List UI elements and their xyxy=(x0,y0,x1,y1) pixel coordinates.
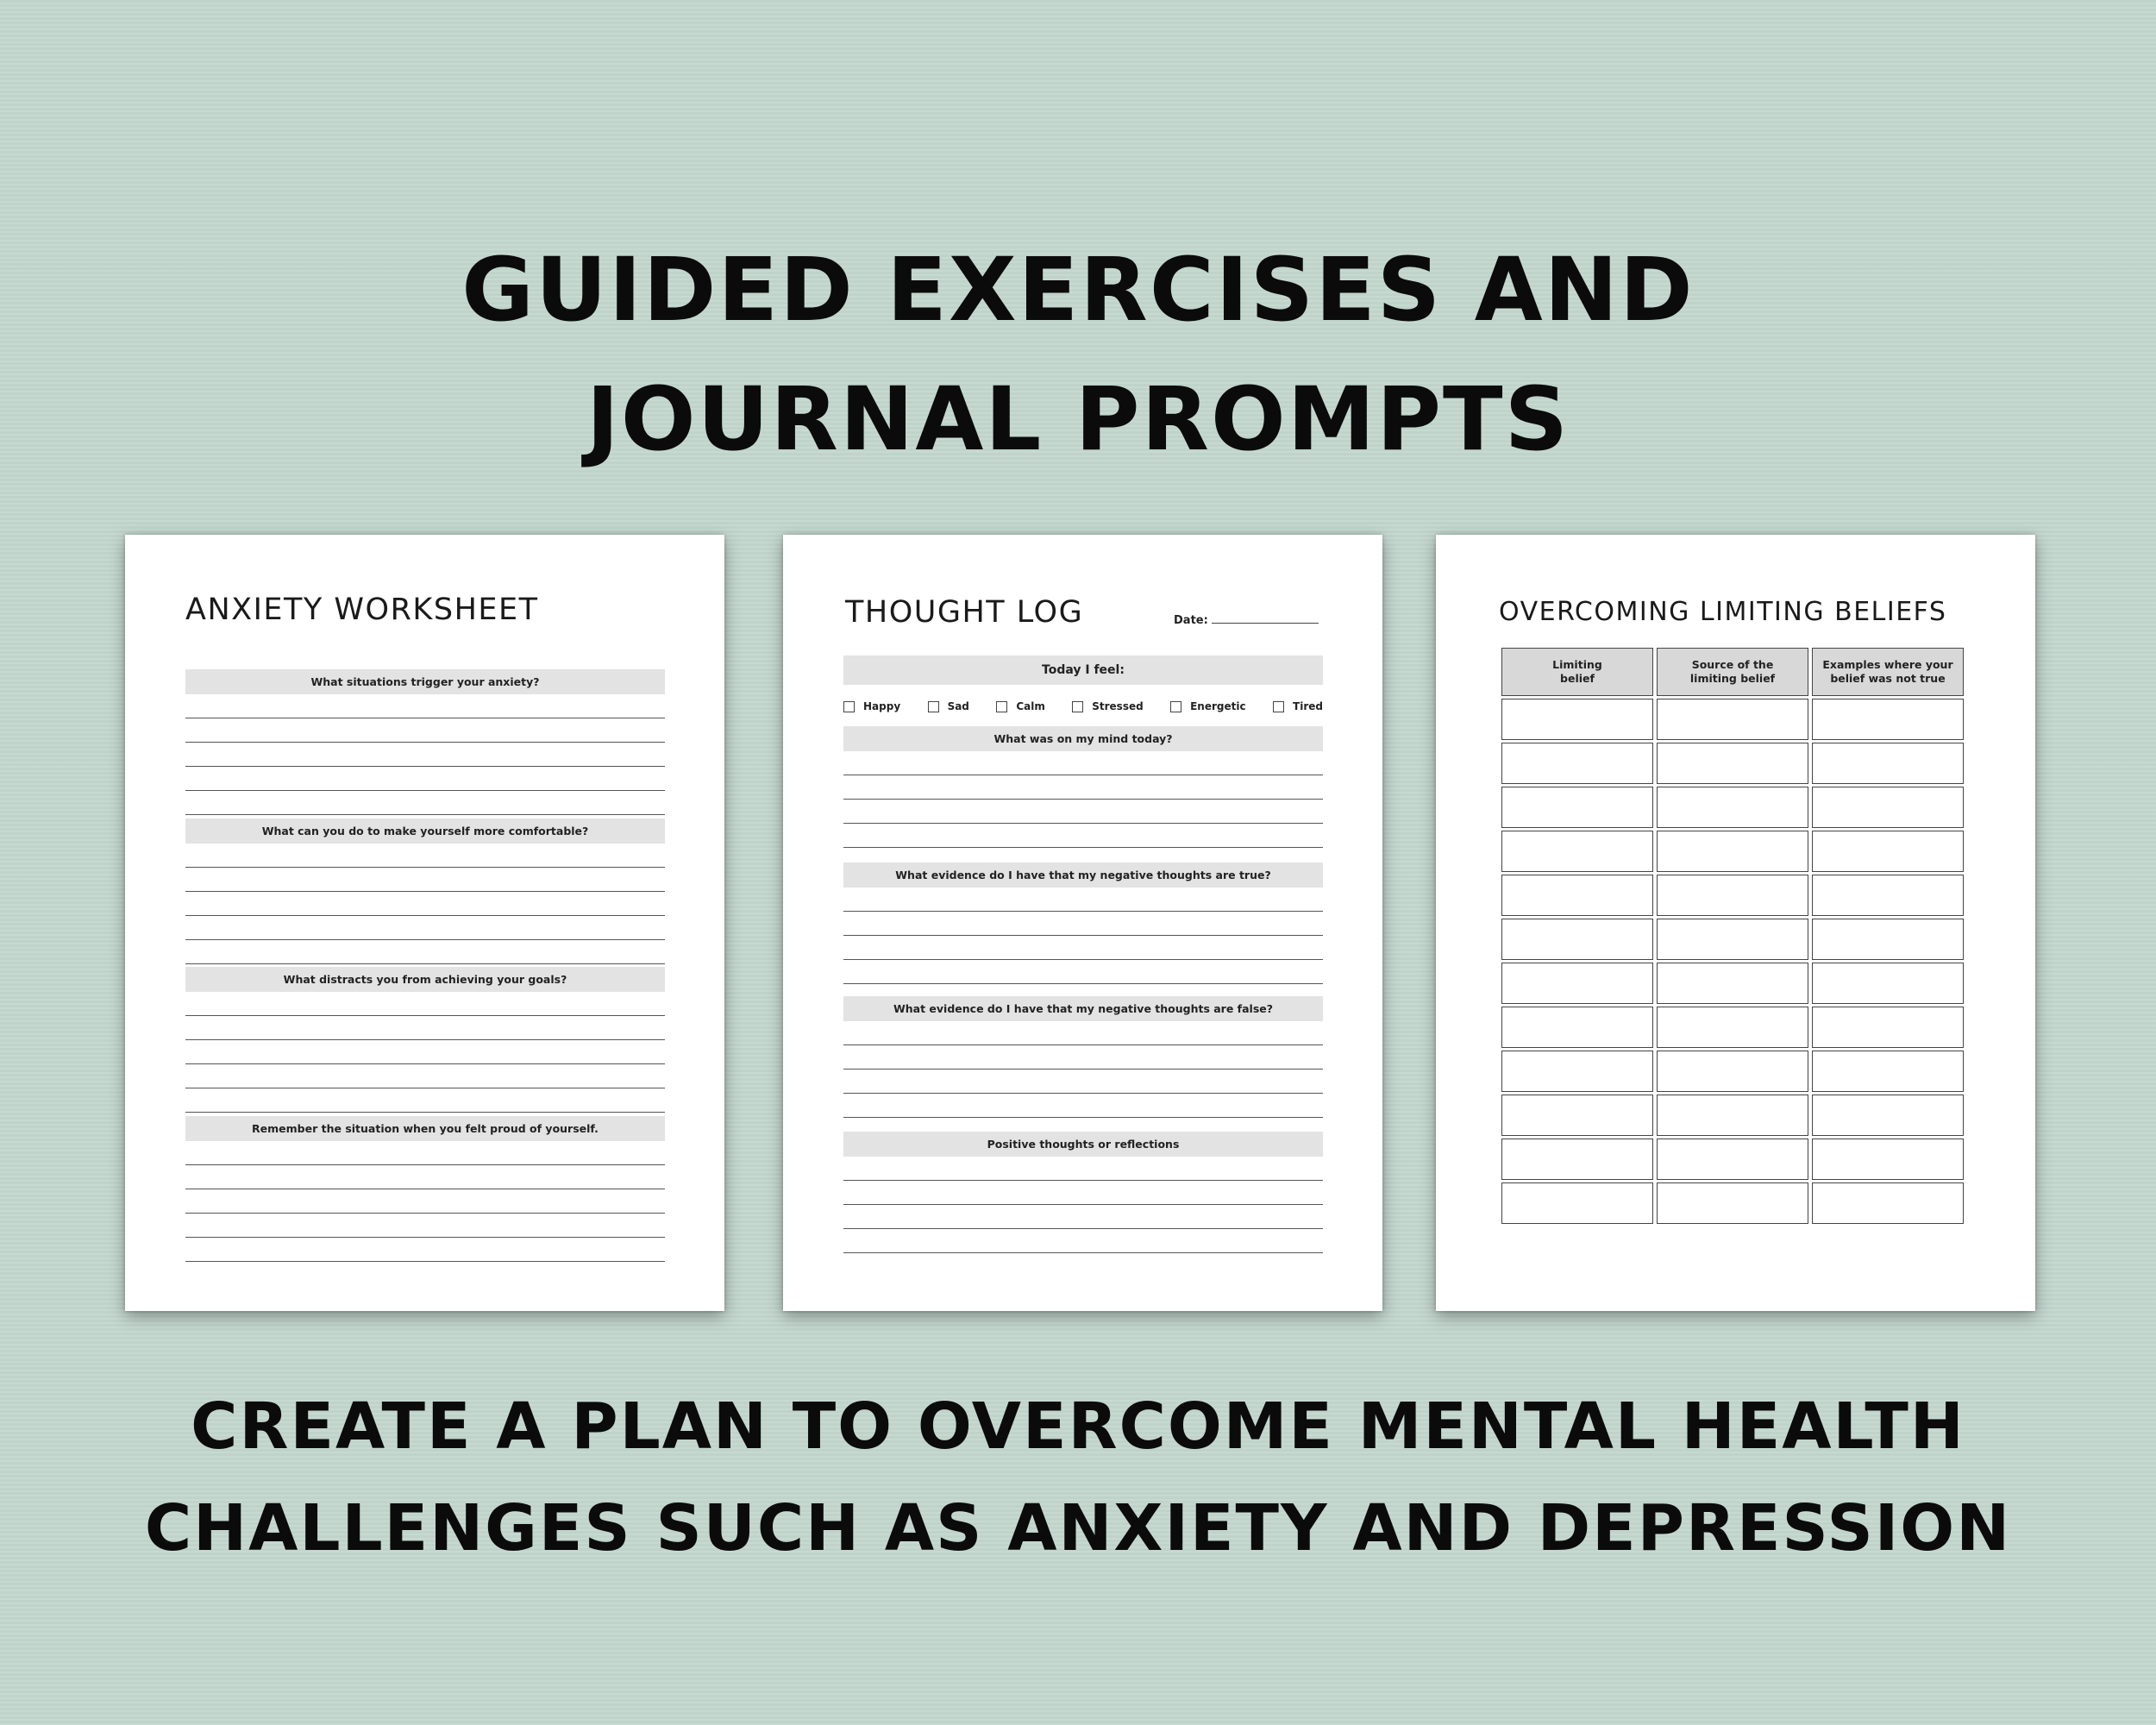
date-field[interactable] xyxy=(1174,612,1319,627)
table-cell[interactable] xyxy=(1657,875,1808,916)
feel-section xyxy=(843,656,1323,685)
table-cell[interactable] xyxy=(1657,831,1808,872)
writing-line[interactable] xyxy=(185,940,665,964)
table-row xyxy=(1501,787,1964,828)
table-row xyxy=(1501,875,1964,916)
mood-option-energetic[interactable] xyxy=(1170,700,1246,712)
writing-line[interactable] xyxy=(843,824,1323,848)
limiting-beliefs-title: OVERCOMING LIMITING BELIEFS xyxy=(1499,597,1947,627)
writing-line[interactable] xyxy=(185,1165,665,1189)
table-cell[interactable] xyxy=(1812,831,1964,872)
table-cell[interactable] xyxy=(1657,699,1808,740)
headline xyxy=(0,226,2156,485)
table-cell[interactable] xyxy=(1812,875,1964,916)
question-bar: Positive thoughts or reflections xyxy=(843,1132,1323,1157)
table-row xyxy=(1501,699,1964,740)
writing-line[interactable] xyxy=(185,1016,665,1040)
writing-line[interactable] xyxy=(843,1181,1323,1205)
mood-label: Calm xyxy=(1016,700,1045,712)
writing-line[interactable] xyxy=(185,791,665,815)
checkbox-icon[interactable] xyxy=(928,701,939,712)
mood-label: Energetic xyxy=(1190,700,1246,712)
question-bar: What distracts you from achieving your goals? xyxy=(185,967,665,992)
writing-line[interactable] xyxy=(185,892,665,916)
table-row xyxy=(1501,1138,1964,1180)
table-row xyxy=(1501,1007,1964,1048)
feel-bar: Today I feel: xyxy=(843,656,1323,685)
question-bar: What can you do to make yourself more comfortable? xyxy=(185,819,665,844)
anxiety-worksheet-page xyxy=(125,535,724,1311)
writing-line[interactable] xyxy=(185,916,665,940)
footer-line-2: CHALLENGES SUCH AS ANXIETY AND DEPRESSION xyxy=(144,1491,2012,1565)
table-cell[interactable] xyxy=(1501,963,1653,1004)
mood-label: Happy xyxy=(863,700,901,712)
worksheet-section xyxy=(185,669,665,815)
mood-option-happy[interactable] xyxy=(843,700,900,712)
checkbox-icon[interactable] xyxy=(1170,701,1181,712)
thought-log-title: THOUGHT LOG xyxy=(845,595,1084,630)
table-cell[interactable] xyxy=(1657,743,1808,784)
writing-line[interactable] xyxy=(843,1045,1323,1070)
mood-label: Tired xyxy=(1293,700,1323,712)
writing-line[interactable] xyxy=(185,992,665,1016)
writing-line[interactable] xyxy=(843,888,1323,912)
writing-line[interactable] xyxy=(185,1088,665,1113)
footer-line-1: CREATE A PLAN TO OVERCOME MENTAL HEALTH xyxy=(191,1389,1965,1464)
thought-log-page xyxy=(783,535,1382,1311)
writing-line[interactable] xyxy=(185,767,665,791)
column-header-limiting-belief: Limiting belief xyxy=(1501,648,1653,696)
mood-option-calm[interactable] xyxy=(996,700,1045,712)
table-cell[interactable] xyxy=(1501,787,1653,828)
footer-tagline xyxy=(0,1376,2156,1579)
log-section xyxy=(843,1132,1323,1253)
mood-option-stressed[interactable] xyxy=(1072,700,1143,712)
writing-line[interactable] xyxy=(185,694,665,718)
table-row xyxy=(1501,831,1964,872)
table-cell[interactable] xyxy=(1657,1051,1808,1092)
checkbox-icon[interactable] xyxy=(843,701,855,712)
mood-label: Sad xyxy=(947,700,969,712)
writing-line[interactable] xyxy=(843,751,1323,775)
table-cell[interactable] xyxy=(1812,919,1964,960)
date-line[interactable] xyxy=(1212,612,1319,624)
writing-line[interactable] xyxy=(185,1064,665,1088)
writing-line[interactable] xyxy=(185,718,665,743)
mood-label: Stressed xyxy=(1092,700,1144,712)
writing-line[interactable] xyxy=(843,912,1323,936)
table-cell[interactable] xyxy=(1657,1095,1808,1136)
writing-line[interactable] xyxy=(185,1238,665,1262)
writing-line[interactable] xyxy=(843,800,1323,824)
table-row xyxy=(1501,1095,1964,1136)
date-label: Date: xyxy=(1174,614,1208,627)
table-row xyxy=(1501,963,1964,1004)
writing-line[interactable] xyxy=(843,936,1323,960)
checkbox-icon[interactable] xyxy=(1072,701,1083,712)
writing-line[interactable] xyxy=(843,775,1323,800)
table-cell[interactable] xyxy=(1501,1182,1653,1224)
headline-line-2: JOURNAL PROMPTS xyxy=(586,368,1570,471)
table-cell[interactable] xyxy=(1657,1182,1808,1224)
table-cell[interactable] xyxy=(1501,699,1653,740)
writing-line[interactable] xyxy=(843,1205,1323,1229)
table-cell[interactable] xyxy=(1657,1138,1808,1180)
question-bar: Remember the situation when you felt proud of yourself. xyxy=(185,1116,665,1141)
checkbox-icon[interactable] xyxy=(1273,701,1284,712)
table-cell[interactable] xyxy=(1812,1095,1964,1136)
worksheet-section xyxy=(185,967,665,1113)
anxiety-worksheet-title: ANXIETY WORKSHEET xyxy=(185,593,539,627)
column-header-examples: Examples where your belief was not true xyxy=(1812,648,1964,696)
headline-line-1: GUIDED EXERCISES AND xyxy=(461,239,1695,342)
table-cell[interactable] xyxy=(1812,1051,1964,1092)
table-row xyxy=(1501,919,1964,960)
checkbox-icon[interactable] xyxy=(996,701,1007,712)
table-cell[interactable] xyxy=(1501,1138,1653,1180)
writing-line[interactable] xyxy=(185,1040,665,1064)
writing-line[interactable] xyxy=(843,960,1323,984)
writing-line[interactable] xyxy=(843,1070,1323,1094)
mood-option-sad[interactable] xyxy=(928,700,969,712)
log-section xyxy=(843,996,1323,1118)
table-row xyxy=(1501,1182,1964,1224)
table-cell[interactable] xyxy=(1657,919,1808,960)
table-row xyxy=(1501,743,1964,784)
table-cell[interactable] xyxy=(1657,1007,1808,1048)
table-cell[interactable] xyxy=(1501,1051,1653,1092)
table-cell[interactable] xyxy=(1501,919,1653,960)
writing-line[interactable] xyxy=(185,844,665,868)
writing-line[interactable] xyxy=(185,1189,665,1214)
writing-line[interactable] xyxy=(843,1229,1323,1253)
table-cell[interactable] xyxy=(1812,963,1964,1004)
limiting-beliefs-page xyxy=(1436,535,2035,1311)
question-bar: What was on my mind today? xyxy=(843,726,1323,751)
table-cell[interactable] xyxy=(1657,963,1808,1004)
log-section xyxy=(843,862,1323,984)
question-bar: What evidence do I have that my negative thoughts are true? xyxy=(843,862,1323,888)
mood-checklist xyxy=(843,697,1323,716)
table-cell[interactable] xyxy=(1812,787,1964,828)
writing-line[interactable] xyxy=(843,1021,1323,1045)
question-bar: What evidence do I have that my negative thoughts are false? xyxy=(843,996,1323,1021)
table-cell[interactable] xyxy=(1501,743,1653,784)
writing-line[interactable] xyxy=(185,1141,665,1165)
table-cell[interactable] xyxy=(1812,743,1964,784)
table-cell[interactable] xyxy=(1501,875,1653,916)
table-cell[interactable] xyxy=(1812,699,1964,740)
table-cell[interactable] xyxy=(1812,1007,1964,1048)
table-cell[interactable] xyxy=(1812,1182,1964,1224)
column-header-source: Source of the limiting belief xyxy=(1657,648,1808,696)
worksheet-section xyxy=(185,1116,665,1262)
writing-line[interactable] xyxy=(185,1214,665,1238)
question-bar: What situations trigger your anxiety? xyxy=(185,669,665,694)
beliefs-table xyxy=(1498,645,1967,1226)
table-cell[interactable] xyxy=(1501,1095,1653,1136)
table-row xyxy=(1501,1051,1964,1092)
writing-line[interactable] xyxy=(185,743,665,767)
table-cell[interactable] xyxy=(1501,831,1653,872)
mood-option-tired[interactable] xyxy=(1273,700,1323,712)
table-cell[interactable] xyxy=(1501,1007,1653,1048)
table-cell[interactable] xyxy=(1657,787,1808,828)
writing-line[interactable] xyxy=(843,1094,1323,1118)
writing-line[interactable] xyxy=(185,868,665,892)
worksheet-section xyxy=(185,819,665,964)
table-cell[interactable] xyxy=(1812,1138,1964,1180)
writing-line[interactable] xyxy=(843,1157,1323,1181)
log-section xyxy=(843,726,1323,848)
